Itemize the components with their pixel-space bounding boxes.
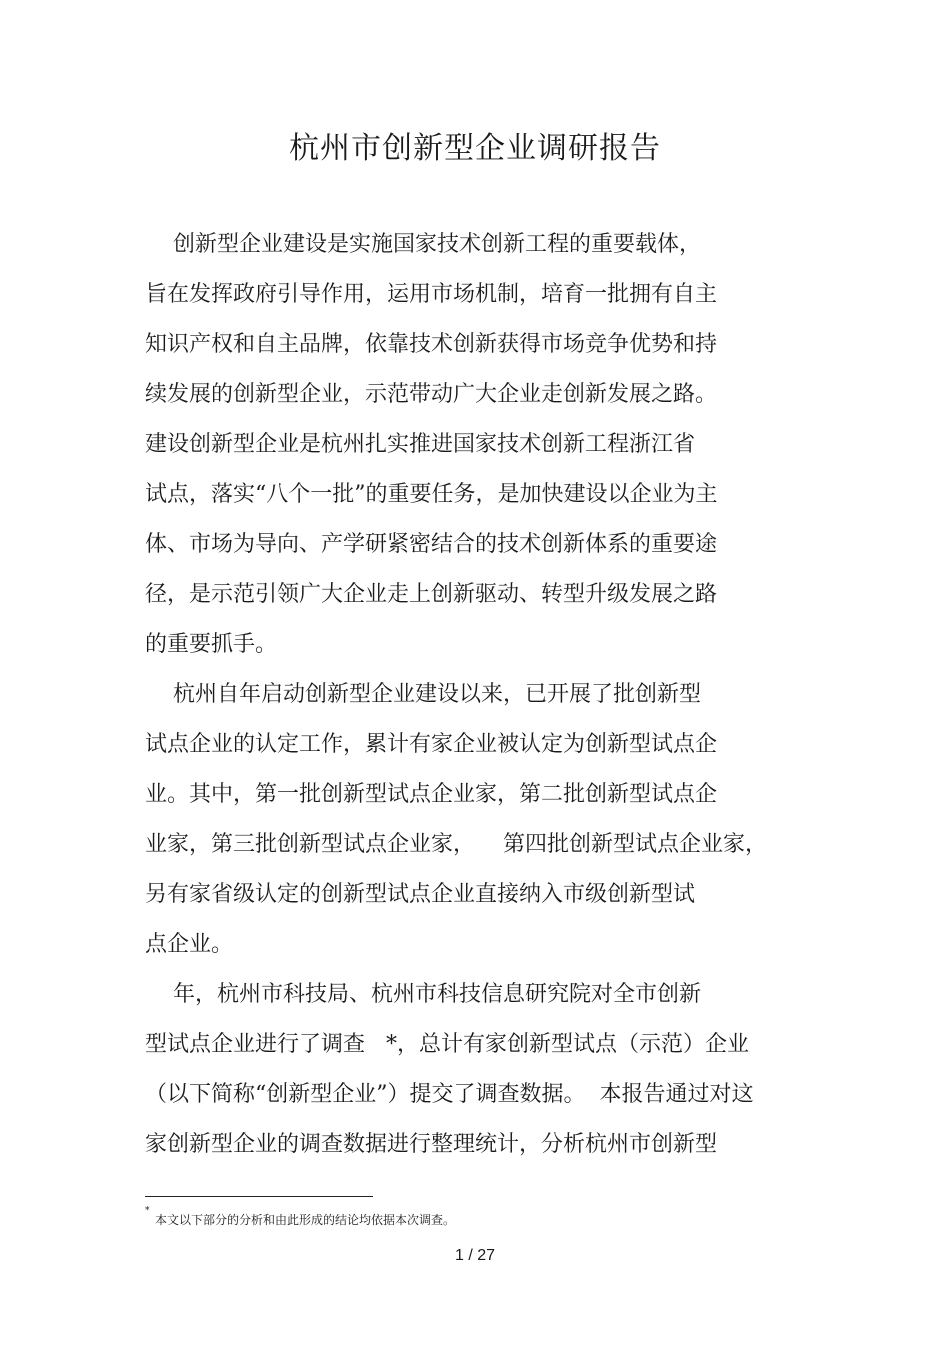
body-line: 杭州自年启动创新型企业建设以来，已开展了批创新型 xyxy=(145,682,701,707)
body-line: 续发展的创新型企业，示范带动广大企业走创新发展之路。 xyxy=(145,382,718,407)
body-line: 径，是示范引领广大企业走上创新驱动、转型升级发展之路 xyxy=(145,582,718,607)
body-line: 业。其中，第一批创新型试点企业家，第二批创新型试点企 xyxy=(145,782,718,807)
footnote-mark: * xyxy=(145,1206,150,1216)
body-line: 的重要抓手。 xyxy=(145,632,278,657)
body-line: 旨在发挥政府引导作用，运用市场机制，培育一批拥有自主 xyxy=(145,282,718,307)
body-line: （以下简称“创新型企业”）提交了调查数据。 本报告通过对这 xyxy=(145,1082,754,1107)
body-line: 型试点企业进行了调查 *，总计有家创新型试点（示范）企业 xyxy=(145,1032,749,1057)
body-line: 知识产权和自主品牌，依靠技术创新获得市场竞争优势和持 xyxy=(145,332,718,357)
body-line: 业家，第三批创新型试点企业家， 第四批创新型试点企业家， xyxy=(145,832,767,857)
body-line: 建设创新型企业是杭州扎实推进国家技术创新工程浙江省 xyxy=(145,432,696,457)
body-line: 另有家省级认定的创新型试点企业直接纳入市级创新型试 xyxy=(145,882,696,907)
body-line: 年，杭州市科技局、杭州市科技信息研究院对全市创新 xyxy=(145,982,701,1007)
body-line: 创新型企业建设是实施国家技术创新工程的重要载体， xyxy=(145,232,701,257)
body-line: 点企业。 xyxy=(145,932,234,957)
page-number: 1 / 27 xyxy=(454,1247,496,1264)
body-line: 体、市场为导向、产学研紧密结合的技术创新体系的重要途 xyxy=(145,532,718,557)
footnote-divider xyxy=(145,1196,373,1197)
footnote-text: 本文以下部分的分析和由此形成的结论均依据本次调查。 xyxy=(155,1213,456,1227)
body-line: 试点，落实“八个一批”的重要任务，是加快建设以企业为主 xyxy=(145,482,718,507)
body-line: 家创新型企业的调查数据进行整理统计，分析杭州市创新型 xyxy=(145,1132,718,1157)
body-line: 试点企业的认定工作，累计有家企业被认定为创新型试点企 xyxy=(145,732,718,757)
document-title: 杭州市创新型企业调研报告 xyxy=(289,131,661,166)
